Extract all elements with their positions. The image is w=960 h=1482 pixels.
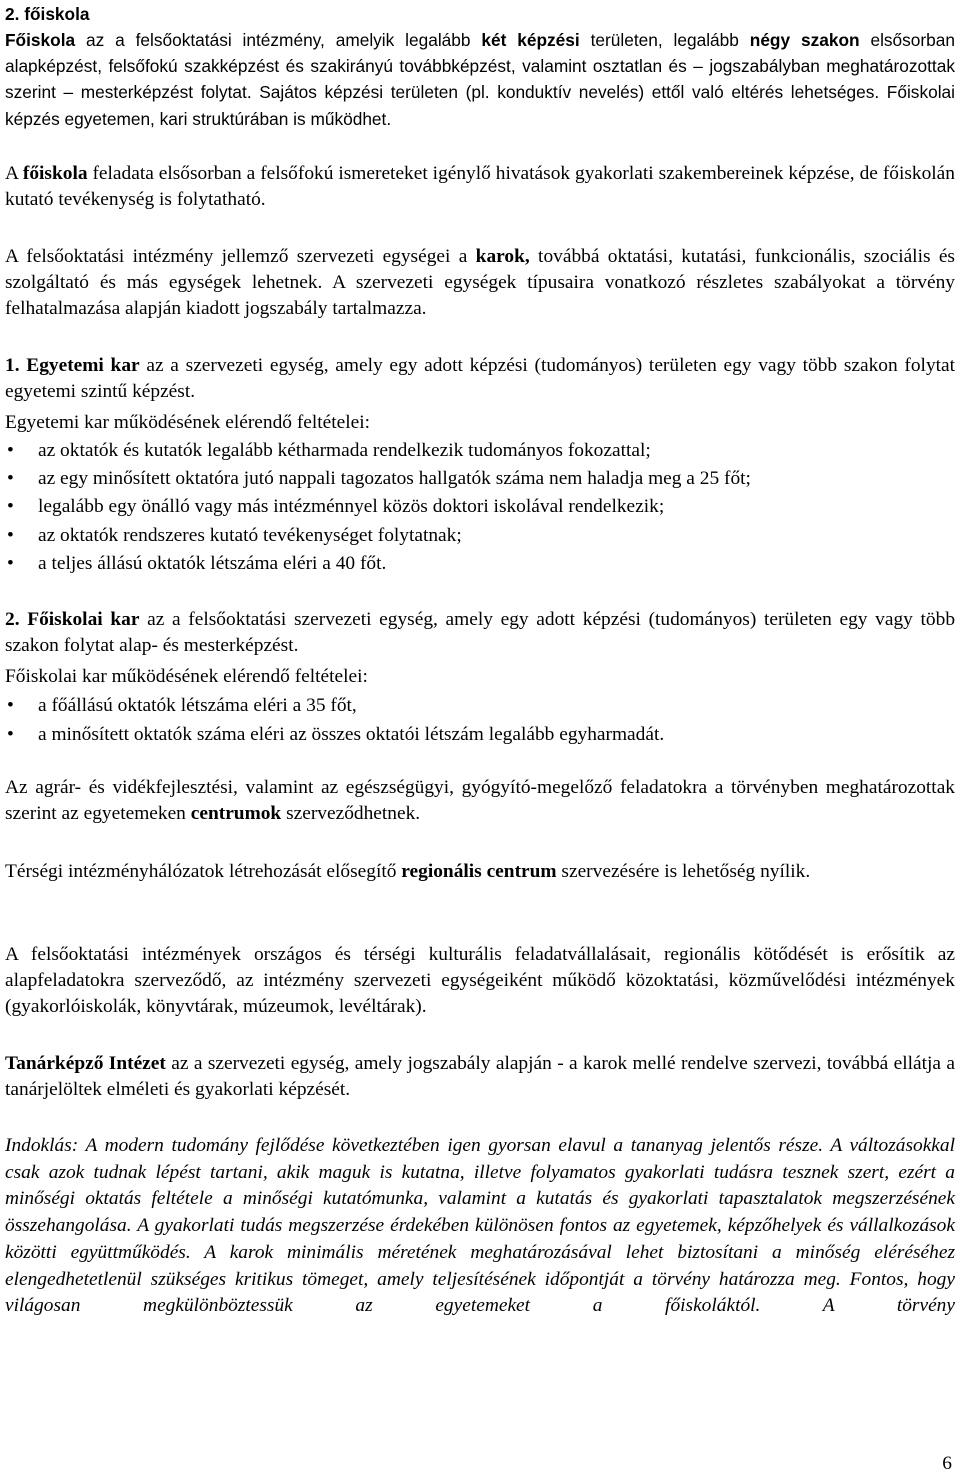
- organizational-units-paragraph: A felsőoktatási intézmény jellemző szervezeti egységei a karok, továbbá oktatási, kutatási, funkcionális, szociális és szolgáltató és más egységek lehetnek. A szervezeti egységek típusaira vonatkozó részletes szabályokat a törvény felhatalmazása alapján kiadott jogszabály tartalmazza.: [5, 246, 955, 320]
- bullet-icon: •: [7, 524, 14, 546]
- regional-centrum-paragraph: Térségi intézményhálózatok létrehozását elősegítő regionális centrum szervezésére is lehetőség nyílik.: [5, 861, 811, 882]
- cultural-institutions-paragraph: A felsőoktatási intézmények országos és térségi kulturális feladatvállalásait, regionális kötődését is erősítik az alapfeladatokra szerveződő, az intézmény szervezeti egységeiként működő közoktatási, közművelődési intézmények (gyakorlóiskolák, könyvtárak, múzeumok, levéltárak).: [5, 944, 955, 1018]
- list-item: • az oktatók rendszeres kutató tevékenységet folytatnak;: [5, 523, 955, 551]
- list-item: • legalább egy önálló vagy más intézménnyel közös doktori iskolával rendelkezik;: [5, 494, 955, 522]
- list-item: • az egy minősített oktatóra jutó nappali tagozatos hallgatók száma nem haladja meg a 25 főt;: [5, 466, 955, 494]
- justification-paragraph: Indoklás: A modern tudomány fejlődése következtében igen gyorsan elavul a tananyag jelentős része. A változásokkal csak azok tudnak lépést tartani, akik maguk is kutatna, illetve folyamatos gyakorlati tudásra tesznek szert, ezért a minőségi oktatás feltétele a minőségi kutatómunka, valamint a kutatás és gyakorlati tapasztalatok megszerzésének összehangolása. A gyakorlati tudás megszerzése érdekében különösen fontos az egyetemek, képzőhelyek és vállalkozások közötti együttműködés. A karok minimális méretének meghatározásával lehet biztosítani a minőség eléréséhez elengedhetetlenül szükséges kritikus tömeget, amely teljesítésének időpontját a törvény határozza meg. Fontos, hogy világosan megkülönböztessük az egyetemeket a főiskoláktól. A törvény: [5, 1135, 955, 1317]
- bullet-icon: •: [7, 724, 14, 745]
- foiskolai-kar-conditions-list: [5, 693, 955, 751]
- egyetemi-kar-conditions-title: Egyetemi kar működésének elérendő feltételei:: [5, 412, 371, 433]
- foiskola-definition-paragraph: Főiskola az a felsőoktatási intézmény, amelyik legalább két képzési területen, legalább négy szakon elsősorban alapképzést, felsőfokú szakképzést és szakirányú továbbképzést, valamint osztatlan és – jogszabályban meghatározottak szerint – mesterképzést folytat. Sajátos képzési területen (pl. konduktív nevelés) ettől való eltérés lehetséges. Főiskolai képzés egyetemen, kari struktúrában is működhet.: [5, 30, 956, 129]
- bullet-icon: •: [7, 496, 14, 518]
- term-egyetemi-kar: Egyetemi kar: [26, 355, 140, 376]
- page-number: 6: [942, 1453, 952, 1474]
- foiskolai-kar-conditions-title: Főiskolai kar működésének elérendő feltételei:: [5, 666, 368, 687]
- bullet-icon: •: [7, 695, 14, 716]
- foiskola-task-paragraph: A főiskola feladata elsősorban a felsőfokú ismereteket igénylő hivatások gyakorlati szakembereinek képzése, de főiskolán kutató tevékenység is folytatható.: [5, 163, 955, 211]
- egyetemi-kar-conditions-list: [5, 438, 955, 579]
- bullet-icon: •: [7, 468, 14, 490]
- bullet-icon: •: [7, 552, 14, 574]
- list-item: • a minősített oktatók száma eléri az összes oktatói létszám legalább egyharmadát.: [5, 722, 955, 751]
- term-foiskola: Főiskola: [5, 30, 76, 50]
- foiskolai-kar-definition: 2. Főiskolai kar az a felsőoktatási szervezeti egység, amely egy adott képzési (tudományos) területen egy vagy több szakon folytat alap- és mesterképzést.: [5, 609, 956, 657]
- term-tanarkepzo-intezet: Tanárképző Intézet: [5, 1053, 166, 1074]
- bullet-icon: •: [7, 440, 14, 461]
- list-item: • az oktatók és kutatók legalább kétharmada rendelkezik tudományos fokozattal;: [5, 438, 955, 466]
- list-item: • a teljes állású oktatók létszáma eléri a 40 főt.: [5, 551, 955, 579]
- egyetemi-kar-definition: 1. Egyetemi kar az a szervezeti egység, amely egy adott képzési (tudományos) területen egy vagy több szakon folytat egyetemi szintű képzést.: [5, 355, 956, 403]
- tanarkepzo-paragraph: Tanárképző Intézet az a szervezeti egység, amely jogszabály alapján - a karok mellé rendelve szervezi, továbbá ellátja a tanárjelöltek elméleti és gyakorlati képzését.: [5, 1053, 955, 1101]
- list-item: • a főállású oktatók létszáma eléri a 35 főt,: [5, 693, 955, 722]
- centrum-paragraph: Az agrár- és vidékfejlesztési, valamint az egészségügyi, gyógyító-megelőző feladatokra a törvényben meghatározottak szerint az egyetemeken centrumok szerveződhetnek.: [5, 777, 955, 825]
- section-heading: 2. főiskola: [5, 4, 90, 24]
- term-foiskolai-kar: Főiskolai kar: [27, 609, 140, 630]
